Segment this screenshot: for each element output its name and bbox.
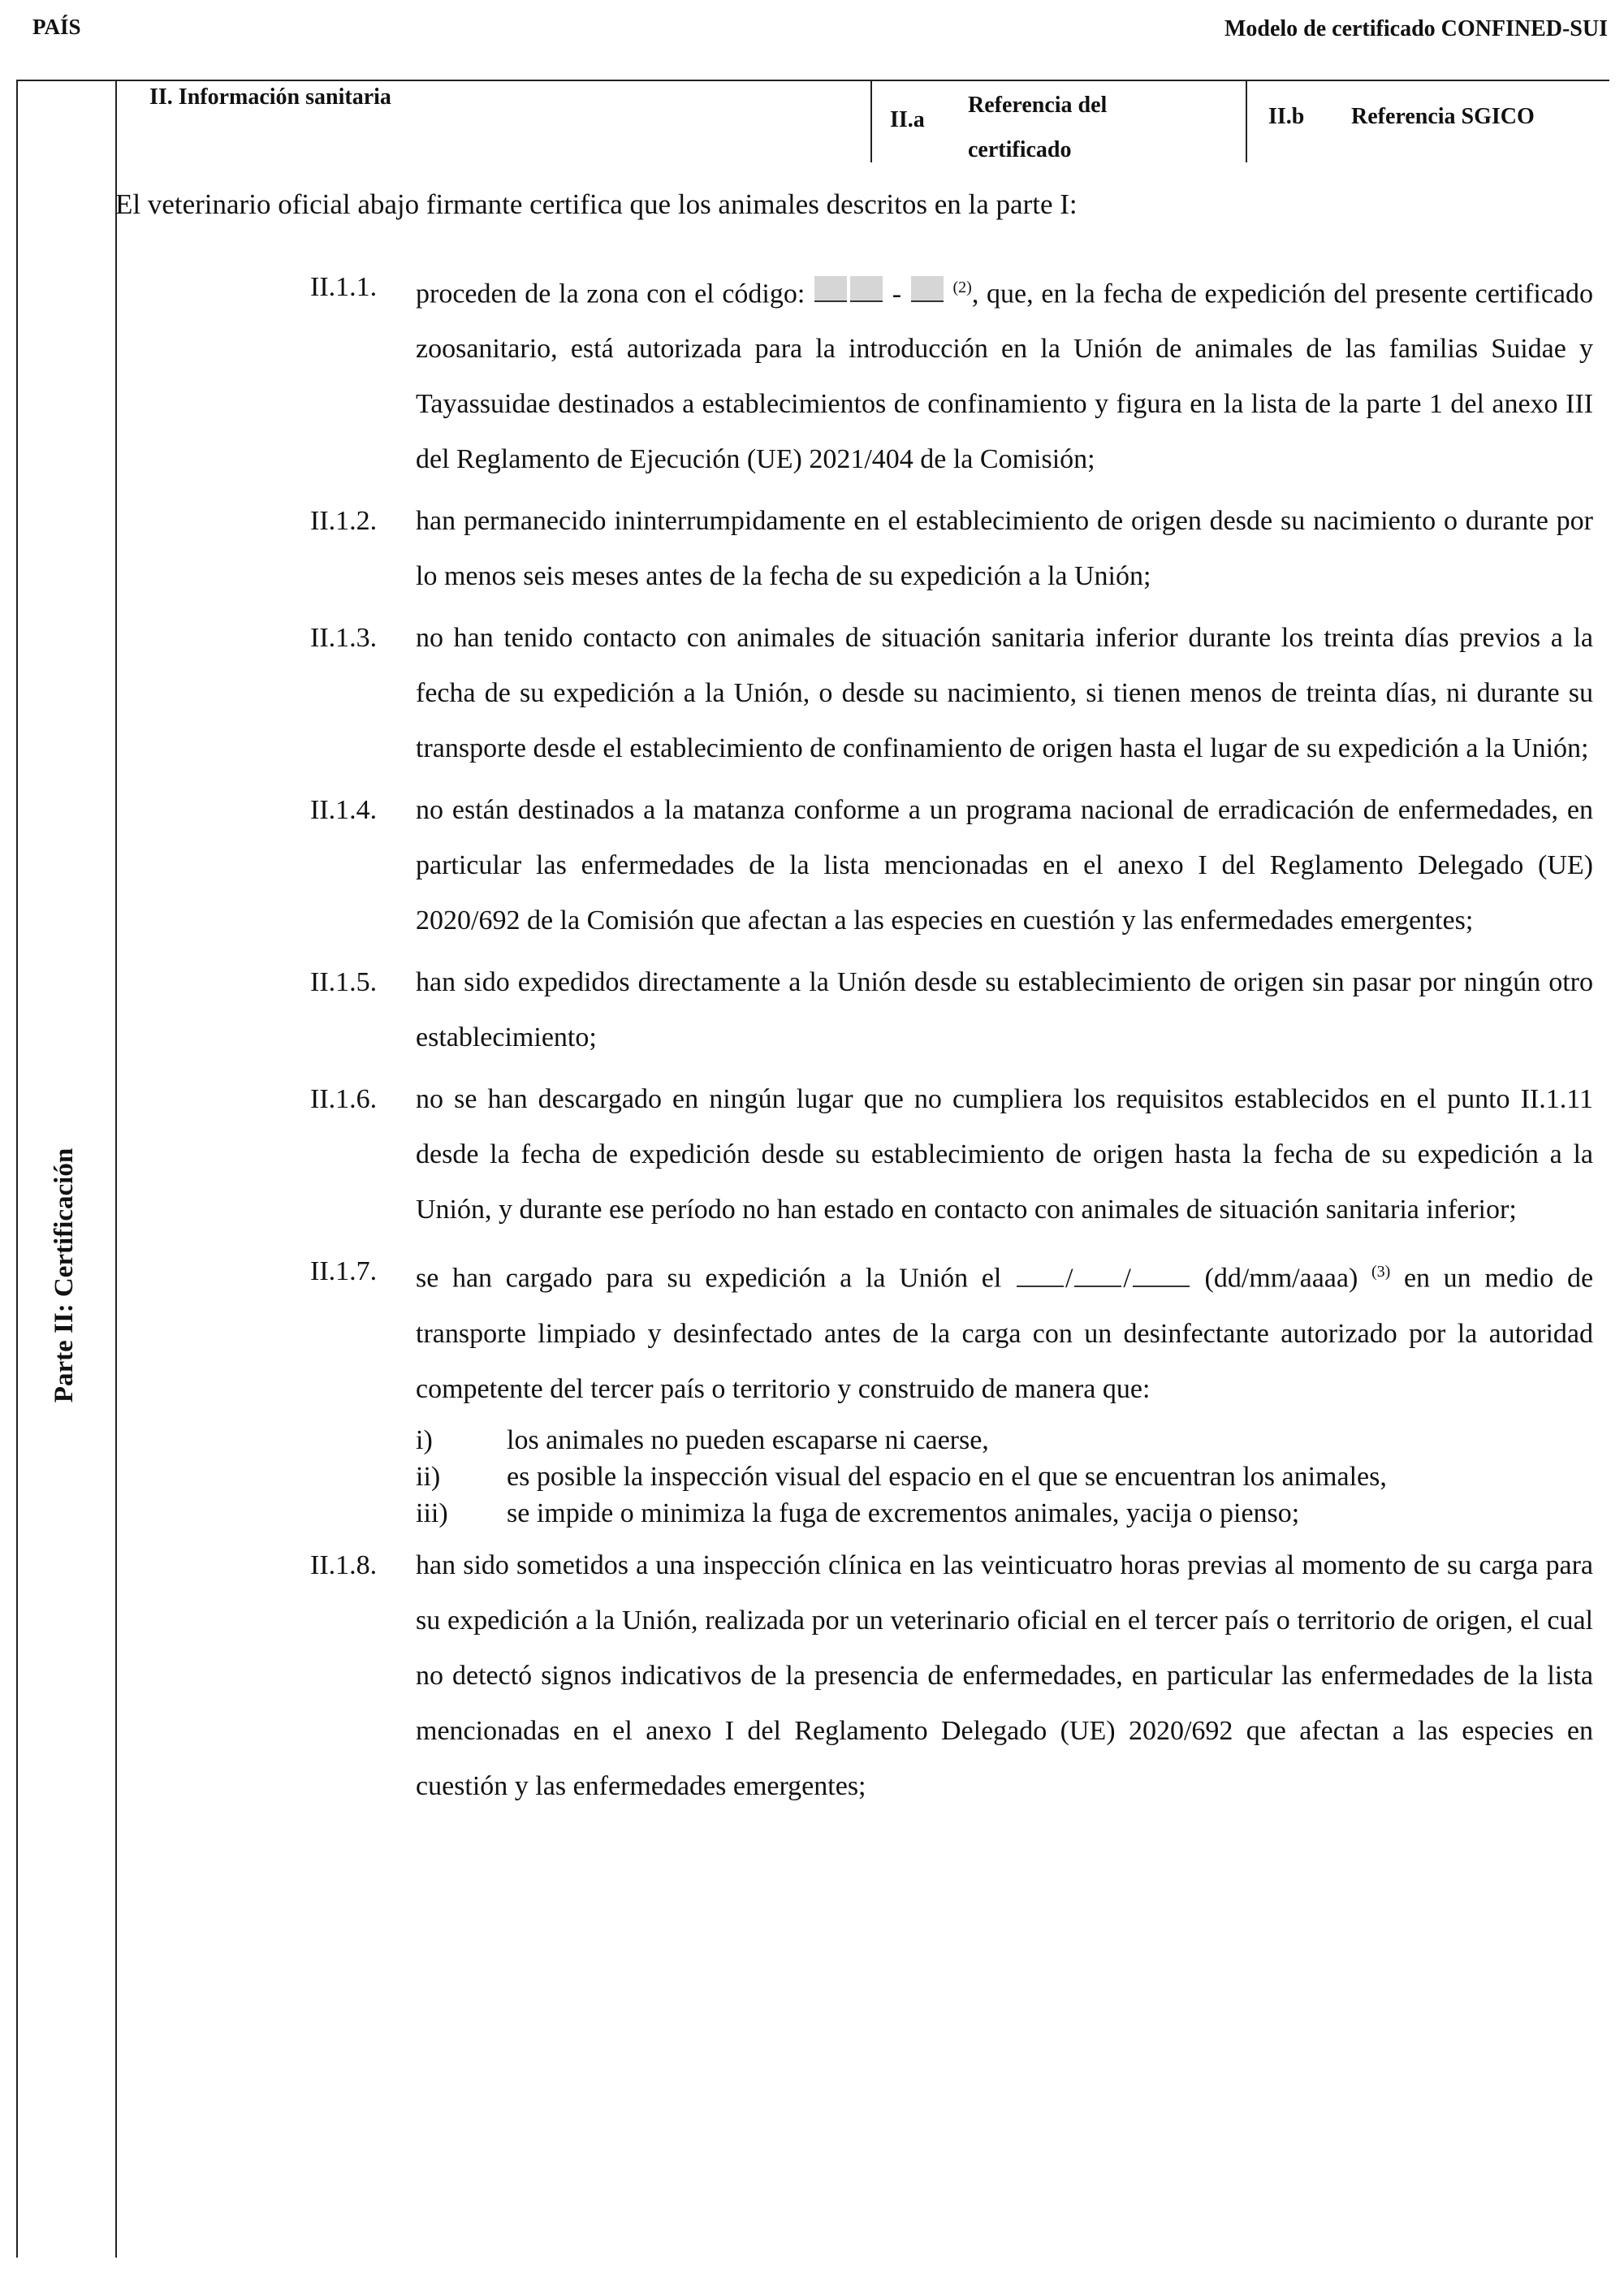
item-II-1-8 <box>310 1538 1593 1814</box>
zone-code-field-2[interactable] <box>850 276 883 302</box>
item-number: II.1.8. <box>310 1549 378 1580</box>
ref-cert-code: II.a <box>890 107 925 132</box>
item-text <box>416 260 1593 487</box>
table-header-row <box>117 81 1609 162</box>
item-text-pre: proceden de la zona con el código: <box>416 279 806 309</box>
item-II-1-1 <box>310 260 1593 487</box>
date-slash: / <box>1123 1263 1131 1294</box>
item-number: II.1.5. <box>310 967 378 998</box>
zone-code-field-1[interactable] <box>814 276 847 302</box>
item-number: II.1.4. <box>310 795 378 826</box>
item-number: II.1.3. <box>310 623 378 654</box>
date-year-field[interactable] <box>1133 1261 1190 1287</box>
intro-statement: El veterinario oficial abajo firmante certifica que los animales descritos en la parte I: <box>115 188 1078 220</box>
certification-items <box>310 260 1593 1821</box>
side-label <box>32 1088 97 1462</box>
item-text-pre: se han cargado para su expedición a la Unión el <box>416 1263 1002 1294</box>
footnote-ref: (2) <box>952 279 972 296</box>
item-II-1-7 <box>310 1244 1593 1531</box>
list-item-number: iii) <box>416 1497 448 1528</box>
item-II-1-6 <box>310 1072 1593 1238</box>
item-text: no se han descargado en ningún lugar que no cumpliera los requisitos establecidos en el punto II.1.11 desde la fecha de expedición desde su establecimiento de origen hasta la fecha de su expedición a la Unión, y durante ese período no han estado en contacto con animales de situación sanitaria inferior; <box>416 1084 1593 1225</box>
list-item <box>416 1458 1593 1495</box>
item-number: II.1.6. <box>310 1084 378 1115</box>
part-divider-line <box>115 81 117 2258</box>
item-number: II.1.1. <box>310 272 378 302</box>
item-II-1-5 <box>310 955 1593 1065</box>
item-number: II.1.7. <box>310 1256 378 1287</box>
transport-requirements-list <box>416 1422 1593 1532</box>
list-item-number: ii) <box>416 1461 441 1492</box>
list-item-text: es posible la inspección visual del espacio en el que se encuentran los animales, <box>507 1461 1387 1492</box>
list-item-number: i) <box>416 1424 433 1455</box>
item-text-post: , que, en la fecha de expedición del presente certificado zoosanitario, está autorizada para la introducción en la Unión de animales de las familias Suidae y Tayassuidae destinados a establecimientos de confinamiento y figura en la lista de la parte 1 del anexo III del Reglamento de Ejecución (UE) 2021/404 de la Comisión; <box>416 279 1594 475</box>
country-header: PAÍS <box>32 15 81 39</box>
item-text: han sido expedidos directamente a la Unión desde su establecimiento de origen sin pasar por ningún otro establecimiento; <box>416 967 1593 1053</box>
ref-cert-label: Referencia del certificado <box>968 93 1108 162</box>
list-item-text: los animales no pueden escaparse ni caerse, <box>507 1424 989 1455</box>
item-text-post: en un medio de transporte limpiado y desinfectado antes de la carga con un desinfectante autorizado por la autoridad competente del tercer país o territorio y construido de manera que: <box>416 1263 1594 1404</box>
certificate-model-title: Modelo de certificado CONFINED-SUI <box>1224 16 1608 41</box>
item-II-1-2 <box>310 494 1593 604</box>
ref-sgico-label: Referencia SGICO <box>1351 104 1535 129</box>
list-item <box>416 1495 1593 1532</box>
footnote-ref: (3) <box>1371 1263 1391 1281</box>
item-text: han sido sometidos a una inspección clínica en las veinticuatro horas previas al momento de su carga para su expedición a la Unión, realizada por un veterinario oficial en el tercer país o territorio de origen, el cual no detectó signos indicativos de la presencia de enfermedades, en particular las enfermedades de la lista mencionadas en el anexo I del Reglamento Delegado (UE) 2020/692 que afectan a las especies en cuestión y las enfermedades emergentes; <box>416 1549 1593 1801</box>
item-text <box>416 1244 1593 1416</box>
list-item <box>416 1422 1593 1458</box>
list-item-text: se impide o minimiza la fuga de excrementos animales, yacija o pienso; <box>507 1497 1300 1528</box>
item-text: no han tenido contacto con animales de situación sanitaria inferior durante los treinta días previos a la fecha de su expedición a la Unión, o desde su nacimiento, si tienen menos de treinta días, ni durante su transporte desde el establecimiento de confinamiento de origen hasta el lugar de su expedición a la Unión; <box>416 623 1593 764</box>
zone-code-field-3[interactable] <box>911 276 944 302</box>
date-month-field[interactable] <box>1074 1261 1121 1287</box>
item-number: II.1.2. <box>310 506 378 537</box>
date-slash: / <box>1065 1263 1073 1294</box>
item-II-1-4 <box>310 783 1593 949</box>
side-label-text: Parte II: Certificación <box>50 1147 80 1402</box>
header-divider <box>1246 81 1247 162</box>
header-divider <box>870 81 872 162</box>
item-II-1-3 <box>310 611 1593 776</box>
section-title: II. Información sanitaria <box>149 84 391 110</box>
item-text: han permanecido ininterrumpidamente en el establecimiento de origen desde su nacimiento o durante por lo menos seis meses antes de la fecha de su expedición a la Unión; <box>416 506 1593 592</box>
date-day-field[interactable] <box>1017 1261 1064 1287</box>
ref-sgico-code: II.b <box>1268 104 1305 129</box>
date-format-hint: (dd/mm/aaaa) <box>1204 1263 1358 1294</box>
zone-code-separator: - <box>892 279 902 309</box>
item-text: no están destinados a la matanza conforme a un programa nacional de erradicación de enfermedades, en particular las enfermedades de la lista mencionadas en el anexo I del Reglamento Delegado (UE) 2020/692 de la Comisión que afectan a las especies en cuestión y las enfermedades emergentes; <box>416 795 1593 936</box>
